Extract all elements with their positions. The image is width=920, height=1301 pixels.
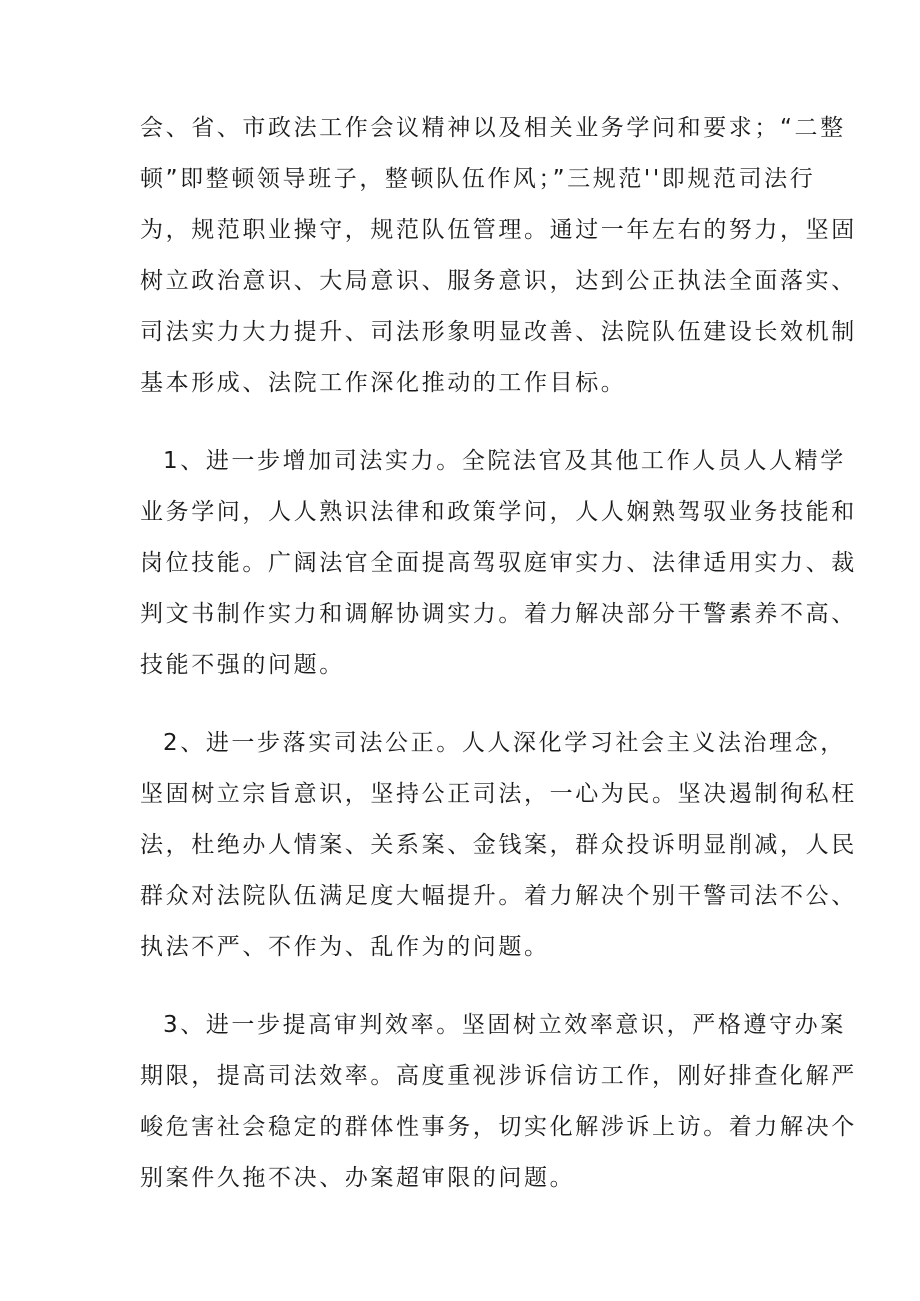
text-line: 群众对法院队伍满足度大幅提升。着力解决个别干警司法不公、 — [140, 883, 857, 909]
text-line: 树立政治意识、大局意识、服务意识，达到公正执法全面落实、 — [140, 268, 857, 294]
text-line: 技能不强的问题。 — [140, 652, 345, 678]
text-line: 业务学问，人人熟识法律和政策学问，人人娴熟驾驭业务技能和 — [140, 499, 857, 525]
text-line: 司法实力大力提升、司法形象明显改善、法院队伍建设长效机制 — [140, 319, 857, 345]
text-line: 3、进一步提高审判效率。坚固树立效率意识，严格遵守办案 — [163, 1012, 846, 1038]
text-line: 坚固树立宗旨意识，坚持公正司法，一心为民。坚决遏制徇私枉 — [140, 781, 857, 807]
text-line: 会、省、市政法工作会议精神以及相关业务学问和要求；“二整 — [140, 115, 846, 141]
text-line: 法，杜绝办人情案、关系案、金钱案，群众投诉明显削减，人民 — [140, 832, 857, 858]
text-line: 为，规范职业操守，规范队伍管理。通过一年左右的努力，坚固 — [140, 217, 857, 243]
text-line: 峻危害社会稳定的群体性事务，切实化解涉诉上访。着力解决个 — [140, 1114, 857, 1140]
text-line: 执法不严、不作为、乱作为的问题。 — [140, 934, 550, 960]
text-line: 岗位技能。广阔法官全面提高驾驭庭审实力、法律适用实力、裁 — [140, 550, 857, 576]
text-line: 1、进一步增加司法实力。全院法官及其他工作人员人人精学 — [163, 448, 846, 474]
text-line: 期限，提高司法效率。高度重视涉诉信访工作，刚好排查化解严 — [140, 1063, 857, 1089]
text-line: 基本形成、法院工作深化推动的工作目标。 — [140, 370, 627, 396]
text-line: 顿”即整顿领导班子，整顿队伍作风；”三规范''即规范司法行 — [140, 166, 816, 192]
text-line: 别案件久拖不决、办案超审限的问题。 — [140, 1165, 576, 1191]
text-line: 判文书制作实力和调解协调实力。着力解决部分干警素养不高、 — [140, 601, 857, 627]
text-line: 2、进一步落实司法公正。人人深化学习社会主义法治理念， — [163, 730, 846, 756]
